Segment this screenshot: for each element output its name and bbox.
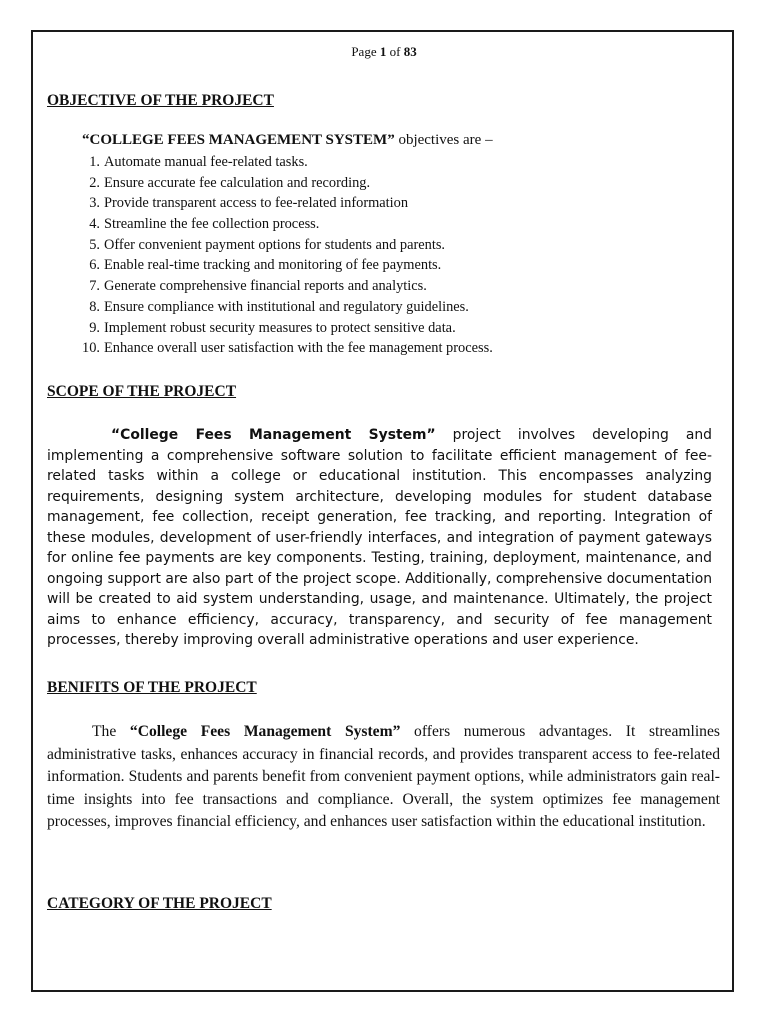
total-pages: 83 xyxy=(403,44,417,59)
page-number: Page 1 of 83 xyxy=(351,44,417,59)
benefits-paragraph: The “College Fees Management System” offers numerous advantages. It streamlines administrative tasks, enhances accuracy in financial records, and provides transparent access to fee-related information. Students and parents benefit from convenient payment options, while administrators gain real-time insights into fee transactions and compliance. Overall, the system optimizes fee management processes, improves financial efficiency, and enhances user satisfaction within the educational institution. xyxy=(47,723,720,830)
list-item: 10. Enhance overall user satisfaction with the fee management process. xyxy=(82,340,493,357)
list-item: 4. Streamline the fee collection process. xyxy=(89,216,320,233)
scope-heading: SCOPE OF THE PROJECT xyxy=(47,383,237,400)
list-item: 9. Implement robust security measures to protect sensitive data. xyxy=(89,319,456,336)
scope-paragraph: “College Fees Management System” project involves developing and implementing a comprehensive software solution to facilitate efficient management of fee-related tasks within a college or educational institution. This encompasses analyzing requirements, designing system architecture, developing modules for student database management, fee collection, receipt generation, fee tracking, and reporting. Integration of these modules, development of user-friendly interfaces, and integration of payment gateways for online fee payments are key components. Testing, training, deployment, maintenance, and ongoing support are also part of the project scope. Additionally, comprehensive documentation will be created to aid system understanding, usage, and maintenance. Ultimately, the project aims to enhance efficiency, accuracy, transparency, and security of fee management processes, thereby improving overall administrative operations and user experience. xyxy=(47,427,712,648)
list-item: 1. Automate manual fee-related tasks. xyxy=(89,154,308,170)
list-item: 2. Ensure accurate fee calculation and recording. xyxy=(89,174,371,191)
list-item: 7. Generate comprehensive financial reports and analytics. xyxy=(89,278,427,295)
list-item: 6. Enable real-time tracking and monitoring of fee payments. xyxy=(89,257,442,274)
current-page: 1 xyxy=(379,44,387,59)
list-item: 8. Ensure compliance with institutional and regulatory guidelines. xyxy=(89,298,469,315)
benefits-heading: BENIFITS OF THE PROJECT xyxy=(47,679,257,696)
category-heading: CATEGORY OF THE PROJECT xyxy=(47,895,272,912)
list-item: 3. Provide transparent access to fee-related information xyxy=(89,195,409,212)
objective-heading: OBJECTIVE OF THE PROJECT xyxy=(47,92,274,109)
objective-list xyxy=(78,152,493,359)
objective-intro: “COLLEGE FEES MANAGEMENT SYSTEM” objectives are – xyxy=(82,132,493,148)
list-item: 5. Offer convenient payment options for students and parents. xyxy=(89,236,446,253)
